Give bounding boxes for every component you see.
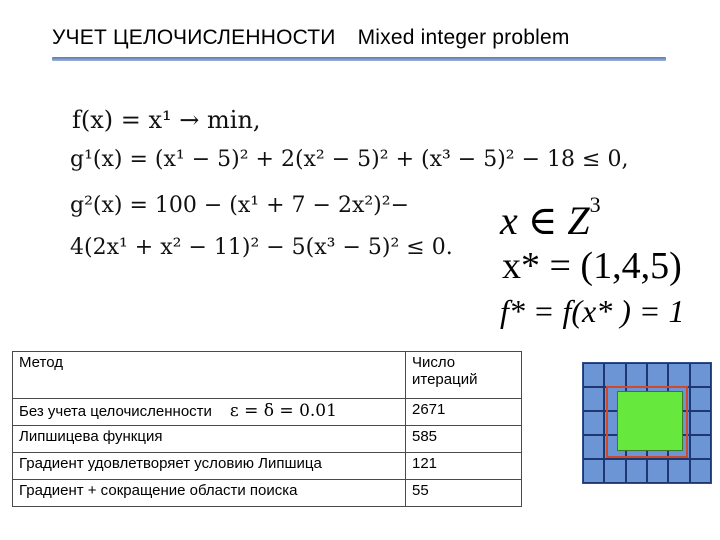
grid-cell bbox=[626, 363, 647, 387]
grid-cell bbox=[690, 459, 711, 483]
integer-domain: x ∈ $Z^3$ bbox=[500, 192, 601, 243]
title-underline bbox=[52, 57, 666, 61]
grid-cell bbox=[647, 363, 668, 387]
method-name: Градиент удовлетворяет условию Липшица bbox=[13, 453, 406, 480]
table-row bbox=[13, 453, 522, 480]
table-row bbox=[13, 480, 522, 507]
method-name: Без учета целочисленности bbox=[19, 403, 212, 420]
title-ru: УЧЕТ ЦЕЛОЧИСЛЕННОСТИ bbox=[52, 26, 336, 49]
formula-constraint-2b: 4(2x¹ + x² − 11)² − 5(x³ − 5)² ≤ 0. bbox=[70, 235, 453, 260]
grid-cell bbox=[583, 387, 604, 411]
grid-cell bbox=[647, 459, 668, 483]
tolerance-value: ε = δ = 0.01 bbox=[229, 401, 337, 421]
method-name: Липшицева функция bbox=[13, 426, 406, 453]
grid-cell bbox=[668, 459, 689, 483]
grid-cell bbox=[690, 387, 711, 411]
iterations-value: 55 bbox=[406, 480, 522, 507]
grid-cell bbox=[626, 459, 647, 483]
optimal-value: f* = f(x* ) = 1 bbox=[500, 293, 685, 329]
methods-table bbox=[12, 351, 522, 507]
grid-cell bbox=[583, 435, 604, 459]
grid-cell bbox=[604, 363, 625, 387]
optimal-point: x* = (1,4,5) bbox=[502, 245, 682, 287]
search-region-outline bbox=[606, 386, 688, 458]
grid-cell bbox=[690, 363, 711, 387]
grid-cell bbox=[583, 363, 604, 387]
formula-objective: f(x) = x¹ → min, bbox=[72, 106, 261, 134]
formula-constraint-2a: g²(x) = 100 − (x¹ + 7 − 2x²)²− bbox=[70, 193, 410, 218]
slide-title bbox=[52, 26, 570, 50]
grid-cell bbox=[604, 459, 625, 483]
title-en: Mixed integer problem bbox=[357, 26, 570, 49]
header-method: Метод bbox=[13, 352, 406, 399]
iterations-value: 2671 bbox=[406, 399, 522, 426]
grid-cell bbox=[583, 411, 604, 435]
grid-cell bbox=[690, 411, 711, 435]
iterations-value: 121 bbox=[406, 453, 522, 480]
table-row bbox=[13, 426, 522, 453]
table-header-row bbox=[13, 352, 522, 399]
grid-cell bbox=[583, 459, 604, 483]
table-row bbox=[13, 399, 522, 426]
grid-cell bbox=[690, 435, 711, 459]
method-name: Градиент + сокращение области поиска bbox=[13, 480, 406, 507]
grid-cell bbox=[668, 363, 689, 387]
header-iterations: Число итераций bbox=[406, 352, 522, 399]
formula-constraint-1: g¹(x) = (x¹ − 5)² + 2(x² − 5)² + (x³ − 5)² − 18 ≤ 0, bbox=[70, 147, 629, 172]
iterations-value: 585 bbox=[406, 426, 522, 453]
